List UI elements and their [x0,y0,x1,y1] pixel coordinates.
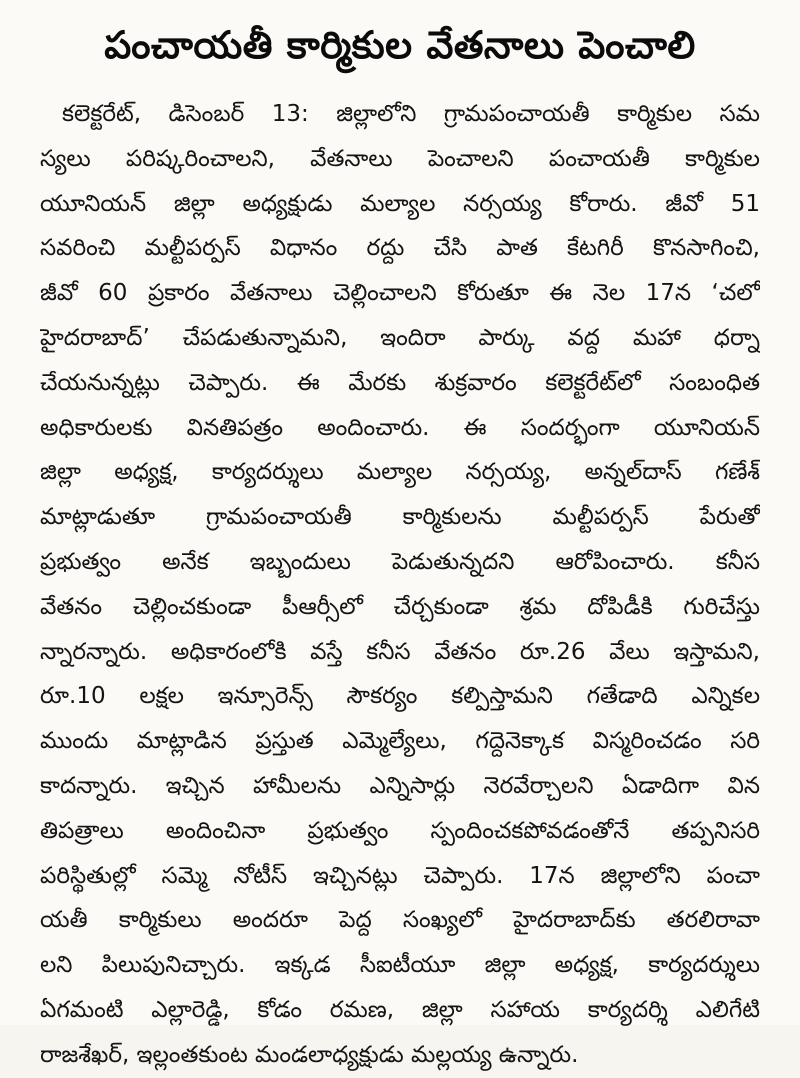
article-line: యూనియన్ జిల్లా అధ్యక్షుడు మల్యాల నర్సయ్య కోరారు. జీవో 51 [40,190,760,217]
article-line: ఏగమంటి ఎల్లారెడ్డి, కోడం రమణ, జిల్లా సహాయ కార్యదర్శి ఎలిగేటి [40,996,760,1023]
article-line: సవరించి మల్టీపర్పస్ విధానం రద్దు చేసి పాత కేటగిరీ కొనసాగించి, [40,235,760,262]
article-headline: పంచాయతీ కార్మికుల వేతనాలు పెంచాలి [104,23,696,67]
article-line: అధికారులకు వినతిపత్రం అందించారు. ఈ సందర్భంగా యూనియన్ [40,414,760,441]
article-line: న్నారన్నారు. అధికారంలోకి వస్తే కనీస వేతనం రూ.26 వేలు ఇస్తామని, [40,638,760,665]
article-line: రాజశేఖర్, ఇల్లంతకుంట మండలాధ్యక్షుడు మల్లయ్య ఉన్నారు. [40,1041,579,1068]
article-line: వేతనం చెల్లించకుండా పీఆర్సీలో చేర్చకుండా శ్రమ దోపిడీకి గురిచేస్తు [40,593,760,620]
article-line: మాట్లాడుతూ గ్రామపంచాయతీ కార్మికులను మల్టీపర్పస్ పేరుతో [40,504,760,531]
article-line: స్యలు పరిష్కరించాలని, వేతనాలు పెంచాలని పంచాయతీ కార్మికుల [40,145,760,172]
article-line: హైదరాబాద్’ చేపడుతున్నామని, ఇందిరా పార్కు వద్ద మహా ధర్నా [40,324,760,351]
article-line: తిపత్రాలు అందించినా ప్రభుత్వం స్పందించకపోవడంతోనే తప్పనిసరి [40,817,760,844]
article-line: ముందు మాట్లాడిన ప్రస్తుత ఎమ్మెల్యేలు, గద్దెనెక్కాక విస్మరించడం సరి [40,728,760,755]
article-line: కలెక్టరేట్, డిసెంబర్ 13: జిల్లాలోని గ్రామపంచాయతీ కార్మికుల సమ [62,101,760,127]
article-line: జీవో 60 ప్రకారం వేతనాలు చెల్లించాలని కోరుతూ ఈ నెల 17న ‘చలో [40,280,760,307]
article-line: జిల్లా అధ్యక్ష, కార్యదర్శులు మల్యాల నర్సయ్య, అన్నల్‌దాస్ గణేశ్ [40,459,760,486]
article-line: రూ.10 లక్షల ఇన్సూరెన్స్ సౌకర్యం కల్పిస్తామని గతేడాది ఎన్నికల [40,683,760,710]
article-line: లని పిలుపునిచ్చారు. ఇక్కడ సీఐటీయూ జిల్లా అధ్యక్ష, కార్యదర్శులు [40,952,760,979]
article-line: పరిస్థితుల్లో సమ్మె నోటీస్ ఇచ్చినట్లు చెప్పారు. 17న జిల్లాలోని పంచా [40,862,760,889]
article-line: యతీ కార్మికులు అందరూ పెద్ద సంఖ్యలో హైదరాబాద్‌కు తరలిరావా [40,907,760,934]
article-line: చేయనున్నట్లు చెప్పారు. ఈ మేరకు శుక్రవారం కలెక్టరేట్‌లో సంబంధిత [40,369,760,396]
article-line: కాదన్నారు. ఇచ్చిన హామీలను ఎన్నిసార్లు నెరవేర్చాలని ఏడాదిగా విన [40,772,760,799]
article-line: ప్రభుత్వం అనేక ఇబ్బందులు పెడుతున్నదని ఆరోపించారు. కనీస [40,548,760,575]
article-body [40,92,760,1078]
